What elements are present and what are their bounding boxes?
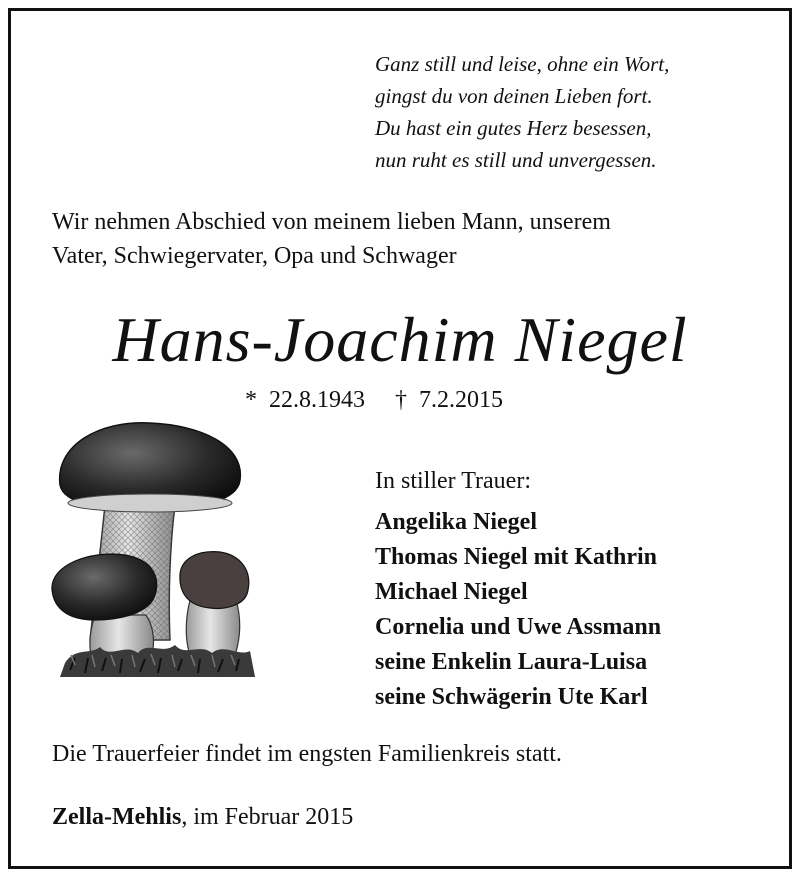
- funeral-note: Die Trauerfeier findet im engsten Familienkreis statt.: [52, 741, 562, 767]
- intro-line: Wir nehmen Abschied von meinem lieben Mann, unserem: [52, 209, 611, 235]
- mourner-name: seine Enkelin Laura-Luisa: [375, 649, 648, 675]
- date-text: , im Februar 2015: [181, 804, 354, 830]
- life-dates: [245, 384, 503, 416]
- death-date: 7.2.2015: [419, 387, 503, 413]
- intro-text: [52, 205, 752, 273]
- mourners-list: [375, 505, 661, 715]
- mushroom-illustration: [50, 415, 260, 685]
- poem-line: gingst du von deinen Lieben fort.: [375, 84, 653, 108]
- birth-date: 22.8.1943: [269, 387, 365, 413]
- mourner-name: Angelika Niegel: [375, 509, 537, 535]
- mourner-name: Thomas Niegel mit Kathrin: [375, 544, 657, 570]
- poem-line: Du hast ein gutes Herz besessen,: [375, 116, 652, 140]
- place-and-date: [52, 801, 353, 833]
- mourning-label: In stiller Trauer:: [375, 468, 531, 494]
- town-name: Zella-Mehlis: [52, 804, 182, 830]
- death-symbol: †: [395, 387, 407, 413]
- poem: [375, 48, 669, 176]
- poem-line: nun ruht es still und unvergessen.: [375, 148, 657, 172]
- birth-symbol: *: [245, 387, 257, 413]
- mourner-name: Michael Niegel: [375, 579, 528, 605]
- poem-line: Ganz still und leise, ohne ein Wort,: [375, 52, 670, 76]
- intro-line: Vater, Schwiegervater, Opa und Schwager: [52, 243, 457, 269]
- mourner-name: seine Schwägerin Ute Karl: [375, 684, 648, 710]
- mourner-name: Cornelia und Uwe Assmann: [375, 614, 662, 640]
- deceased-name: Hans-Joachim Niegel: [112, 304, 688, 375]
